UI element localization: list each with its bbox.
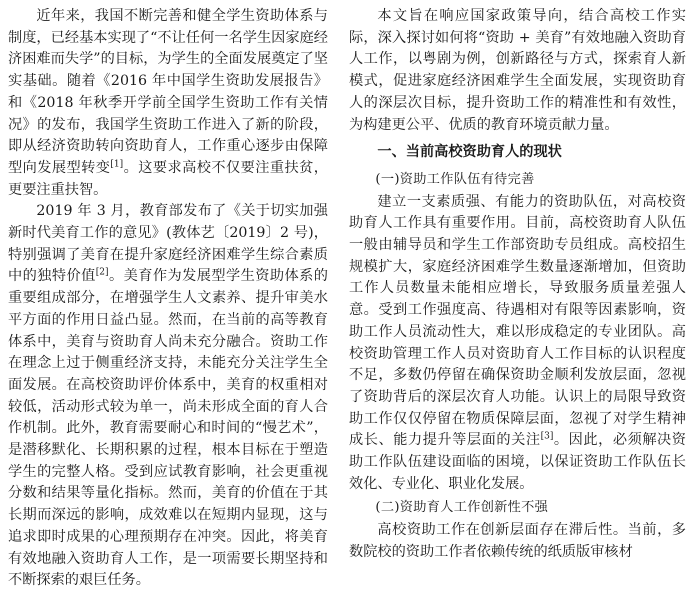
paragraph-intro xyxy=(8,6,328,201)
subsection-heading: (一)资助工作队伍有待完善 xyxy=(375,171,535,187)
paragraph-text: 。这要求高校不仅要注重扶贫，更要注重扶智。 xyxy=(8,159,328,198)
paragraph-text: 建立一支素质强、有能力的资助队伍，对高校资助育人工作具有重要作用。目前，高校资助育人队伍一般由辅导员和学生工作部资助专员组成。高校招生规模扩大，家庭经济困难学生数量逐渐增加，但资助工作人员数量未能相应增长，导致服务质量差强人意。受到工作强度高、待遇相对有限等因素影响，资助工作人员流动性大，难以形成稳定的专业团队。高校资助管理工作人员对资助育人工作目标的认识程度不足，多数仍停留在确保资助金顺利发放层面，忽视了资助背后的深层次育人功能。认识上的局限导致资助工作仅仅停留在物质保障层面，忽视了对学生精神成长、能力提升等层面的关注 xyxy=(349,193,686,449)
paragraph-text: 2019 年 3 月，教育部发布了《关于切实加强新时代美育工作的意见》(教体艺〔2019〕2 号)，特别强调了美育在提升家庭经济困难学生综合素质中的独特价值 xyxy=(8,203,328,285)
subsection-heading: (二)资助育人工作创新性不强 xyxy=(375,500,549,516)
paragraph-innovation: 高校资助工作在创新层面存在滞后性。当前，多数院校的资助工作者依赖传统的纸质版审核材 xyxy=(349,522,686,560)
paragraph-aim: 本文旨在响应国家政策导向，结合高校工作实际，深入探讨如何将“资助 + 美育”有效地融入资助育人工作，以粤剧为例，创新路径与方式，探索育人新模式，促进家庭经济困难学生全面发展，实现资助育人的深层次目标，提升资助工作的精准性和有效性，为构建更公平、优质的教育环境贡献力量。 xyxy=(349,8,686,133)
paragraph-text: 。美育作为发展型学生资助体系的重要组成部分，在增强学生人文素养、提升审美水平方面的作用日益凸显。然而，在当前的高等教育体系中，美育与资助育人尚未充分融合。资助工作在理念上过于侧重经济支持，未能充分关注学生全面发展。在高校资助评价体系中，美育的权重相对较低，活动形式较为单一，尚未形成全面的育人合作机制。此外，教育需要耐心和时间的“慢艺术”，是潜移默化、长期积累的过程，根本目标在于塑造学生的完整人格。受到应试教育影响，社会更重视分数和结果等量化指标。然而，美育的价值在于其长期而深远的影响，成效难以在短期内显现，这与追求即时成果的心理预期存在冲突。因此，将美育有效地融入资助育人工作，是一项需要长期坚持和不断探索的艰巨任务。 xyxy=(8,268,328,589)
paragraph-team xyxy=(349,192,686,496)
citation-ref: [2] xyxy=(95,267,109,278)
left-column xyxy=(8,6,328,592)
citation-ref: [1] xyxy=(110,159,124,170)
paragraph-text: 近年来，我国不断完善和健全学生资助体系与制度，已经基本实现了“不让任何一名学生因家庭经济困难而失学”的目标，为学生的全面发展奠定了坚实基础。随着《2016 年中国学生资助发展报告》和《2018 年秋季开学前全国学生资助工作有关情况》的发布，我国学生资助工作进入了新的阶段，即从经济资助转向资助育人，工作重心逐步由保障型向发展型转变 xyxy=(8,8,328,176)
citation-ref: [3] xyxy=(540,431,554,442)
paragraph-policy xyxy=(8,201,328,592)
paragraph-text: 。因此，必须解决资助工作队伍建设面临的困境，以保证资助工作队伍长效化、专业化、职业化发展。 xyxy=(349,432,686,492)
section-heading: 一、当前高校资助育人的现状 xyxy=(377,144,562,161)
right-column xyxy=(349,6,686,564)
